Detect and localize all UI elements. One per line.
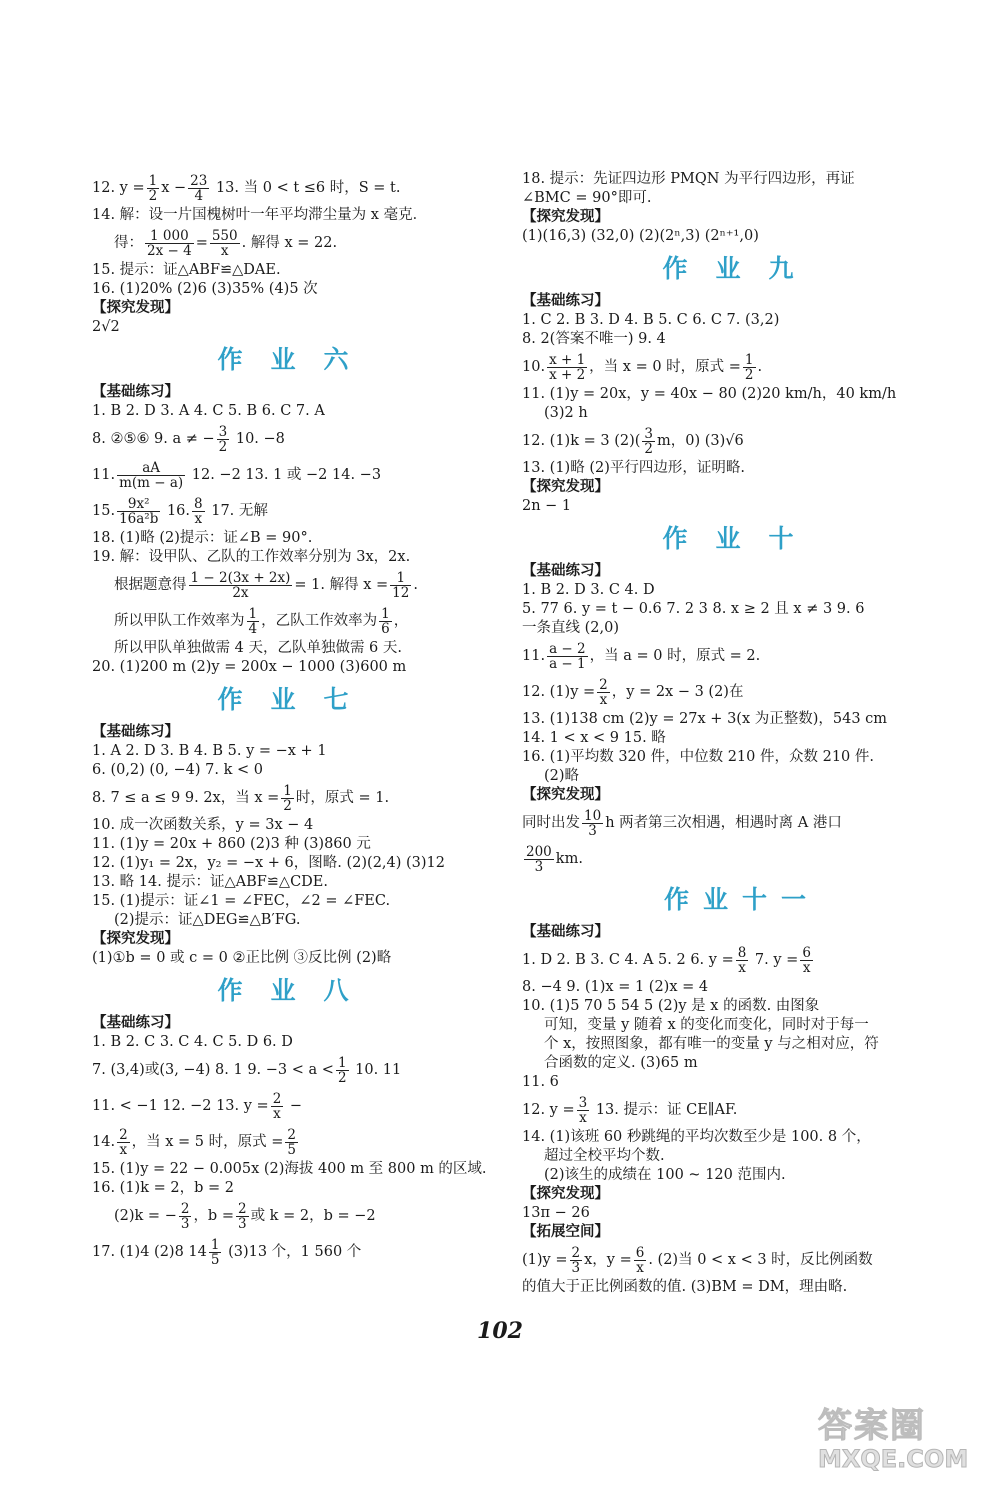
answer-line: 12. (1)y = $\frac{2}{x}$ ，y = 2x − 3 (2)在 — [522, 676, 744, 708]
fraction: $\frac{\text{9x²}}{\text{16a²b}}$ — [119, 495, 159, 527]
answer-line: 18. 提示：先证四边形 PMQN 为平行四边形，再证 — [522, 171, 855, 187]
fraction: $\frac{23}{4}$ — [190, 172, 208, 204]
fraction: $\frac{2}{3}$ — [237, 1200, 247, 1232]
fraction: $\frac{2}{3}$ — [180, 1200, 190, 1232]
answer-line: 16. (1)平均数 320 件，中位数 210 件，众数 210 件. — [522, 749, 874, 765]
fraction: $\frac{1}{6}$ — [381, 605, 390, 637]
section-heading: 【基础练习】 — [92, 384, 179, 400]
answer-line: 1. D 2. B 3. C 4. A 5. 2 6. y = $\frac{8}{x}$ 7. y = $\frac{6}{x}$ — [522, 944, 811, 976]
section-heading: 【探究发现】 — [522, 479, 609, 495]
fraction: $\frac{aA}{m(m - a)}$ — [119, 459, 184, 491]
section-heading: 【基础练习】 — [522, 924, 609, 940]
fraction: $\frac{1 - 2(3x + 2x)}{2x}$ — [190, 569, 291, 601]
answer-line: $\frac{200}{3}$ km. — [526, 843, 583, 875]
section-heading: 【拓展空间】 — [522, 1224, 609, 1240]
fraction: $\frac{1}{4}$ — [248, 605, 258, 637]
fraction: $\frac{2}{x}$ — [272, 1090, 282, 1122]
homework-title: 作业十 — [662, 524, 822, 553]
section-heading: 【基础练习】 — [522, 293, 609, 309]
answer-line: 14. 1 < x < 9 15. 略 — [522, 730, 666, 746]
fraction: $\frac{x + 1}{x + 2}$ — [549, 351, 586, 383]
answer-line: (1)①b = 0 或 c = 0 ②正比例 ③反比例 (2)略 — [92, 950, 392, 966]
answer-line: 11. $\frac{a - 2}{a - 1}$ ，当 a = 0 时，原式 = 2. — [522, 640, 761, 672]
answer-line: 16. (1)k = 2，b = 2 — [92, 1180, 234, 1196]
fraction: $\frac{2}{x}$ — [599, 676, 608, 708]
answer-line: 12. (1)y₁ = 2x，y₂ = −x + 6，图略. (2)(2,4) (3)12 — [92, 855, 446, 871]
answer-line: 2√2 — [92, 319, 120, 335]
answer-line: 10. (1)5 70 5 54 5 (2)y 是 x 的函数. 由图象 — [522, 998, 820, 1014]
watermark-url: MXQE.COM — [818, 1445, 969, 1473]
answer-line: (2)略 — [544, 768, 580, 784]
answer-line: (3)2 h — [544, 405, 588, 421]
answer-line: 根据题意得 $\frac{1 - 2(3x + 2x)}{2x}$ = 1. 解得 x = $\frac{1}{12}$ . — [114, 569, 418, 601]
answer-line: 8. −4 9. (1)x = 1 (2)x = 4 — [522, 979, 709, 995]
fraction: $\frac{8}{x}$ — [737, 944, 747, 976]
answer-line: 14. 解：设一片国槐树叶一年平均滞尘量为 x 毫克． — [92, 207, 428, 223]
homework-title: 作业十一 — [663, 885, 820, 914]
fraction: $\frac{3}{2}$ — [218, 423, 228, 455]
answer-line: 一条直线 (2,0) — [522, 620, 619, 636]
answer-line: 8. ②⑤⑥ 9. a ≠ − $\frac{3}{2}$ 10. −8 — [92, 423, 285, 455]
fraction: $\frac{550}{x}$ — [211, 227, 238, 259]
fraction: $\frac{1 000}{2x - 4}$ — [147, 227, 192, 259]
answer-line: 1. A 2. D 3. B 4. B 5. y = −x + 1 — [92, 743, 327, 759]
fraction: $\frac{6}{x}$ — [802, 944, 811, 976]
answer-line: 合函数的定义. (3)65 m — [544, 1055, 698, 1071]
fraction: $\frac{2}{5}$ — [287, 1126, 296, 1158]
answer-line: (1)y = $\frac{2}{3}$ x，y = $\frac{6}{x}$ . (2)当 0 < x < 3 时，反比例函数 — [522, 1244, 873, 1276]
answer-line: 6. (0,2) (0, −4) 7. k < 0 — [92, 762, 263, 778]
homework-title: 作业六 — [217, 345, 377, 374]
answer-line: 19. 解：设甲队、乙队的工作效率分别为 3x，2x. — [92, 549, 411, 565]
section-heading: 【探究发现】 — [522, 1186, 609, 1202]
answer-line: 15. $\frac{\text{9x²}}{\text{16a²b}}$ 16. $\frac{8}{x}$ 17. 无解 — [92, 495, 268, 527]
answer-line: 13. (1)138 cm (2)y = 27x + 3(x 为正整数)，543 cm — [522, 711, 888, 727]
answer-line: 12. (1)k = 3 (2)( $\frac{3}{2}$ m，0) (3)√6 — [522, 425, 744, 457]
answer-line: 11. $\frac{aA}{m(m - a)}$ 12. −2 13. 1 或 −2 14. −3 — [92, 459, 382, 491]
answer-line: 10. 成一次函数关系，y = 3x − 4 — [92, 817, 314, 833]
answer-line: 11. (1)y = 20x + 860 (2)3 种 (3)860 元 — [92, 836, 371, 852]
answer-line: 同时出发 $\frac{10}{3}$ h 两者第三次相遇，相遇时离 A 港口 — [522, 807, 842, 839]
fraction: $\frac{a - 2}{a - 1}$ — [549, 640, 586, 672]
fraction: $\frac{1}{2}$ — [744, 351, 754, 383]
page-number: 102 — [477, 1318, 523, 1344]
answer-line: 可知，变量 y 随着 x 的变化而变化，同时对于每一 — [544, 1017, 869, 1033]
answer-line: (2)该生的成绩在 100 ~ 120 范围内. — [544, 1167, 786, 1183]
fraction: $\frac{1}{12}$ — [392, 569, 410, 601]
section-heading: 【探究发现】 — [92, 931, 179, 947]
fraction: $\frac{1}{5}$ — [210, 1236, 220, 1268]
fraction: $\frac{3}{2}$ — [644, 425, 653, 457]
section-heading: 【基础练习】 — [92, 724, 179, 740]
section-heading: 【基础练习】 — [92, 1015, 179, 1031]
watermark-logo: 答案圈 — [818, 1406, 926, 1446]
fraction: $\frac{200}{3}$ — [526, 843, 552, 875]
answer-line: 15. (1)y = 22 − 0.005x (2)海拔 400 m 至 800 m 的区域. — [92, 1161, 487, 1177]
answer-line: 15. 提示：证△ABF≌△DAE. — [92, 262, 281, 278]
answer-line: 超过全校平均个数. — [544, 1148, 665, 1164]
watermark — [818, 1398, 988, 1480]
fraction: $\frac{1}{2}$ — [337, 1054, 347, 1086]
answer-line: 11. (1)y = 20x，y = 40x − 80 (2)20 km/h，40 km/h — [522, 386, 897, 402]
answer-line: 个 x，按照图象，都有唯一的变量 y 与之相对应，符 — [544, 1036, 879, 1052]
answer-line: 2n − 1 — [522, 498, 572, 514]
answer-line: 17. (1)4 (2)8 14 $\frac{1}{5}$ (3)13 个，1 560 个 — [92, 1236, 362, 1268]
answer-line: 18. (1)略 (2)提示：证∠B = 90°. — [92, 530, 313, 546]
fraction: $\frac{2}{x}$ — [119, 1126, 128, 1158]
answer-line: 16. (1)20% (2)6 (3)35% (4)5 次 — [92, 281, 318, 297]
answer-line: 12. y = $\frac{3}{x}$ 13. 提示：证 CE∥AF. — [522, 1094, 738, 1126]
answer-line: 所以甲队工作效率为 $\frac{1}{4}$ ，乙队工作效率为 $\frac{1}{6}$ ， — [114, 605, 409, 637]
section-heading: 【探究发现】 — [92, 300, 179, 316]
fraction: $\frac{2}{3}$ — [571, 1244, 581, 1276]
fraction: $\frac{8}{x}$ — [194, 495, 203, 527]
answer-line: 7. (3,4)或(3, −4) 8. 1 9. −3 < a < $\frac{1}{2}$ 10. 11 — [92, 1054, 402, 1086]
answer-line: (2)k = − $\frac{2}{3}$ ，b = $\frac{2}{3}$ 或 k = 2，b = −2 — [114, 1200, 376, 1232]
answer-line: 13. (1)略 (2)平行四边形，证明略. — [522, 460, 745, 476]
answer-line: 13. 略 14. 提示：证△ABF≌△CDE. — [92, 874, 328, 890]
answer-line: 10. $\frac{x + 1}{x + 2}$ ，当 x = 0 时，原式 = $\frac{1}{2}$ . — [522, 351, 763, 383]
answer-line: 12. y = $\frac{1}{2}$ x − $\frac{23}{4}$ 13. 当 0 < t ≤6 时，S = t. — [92, 172, 401, 204]
answer-line: 14. (1)该班 60 秒跳绳的平均次数至少是 100. 8 个， — [522, 1129, 871, 1145]
fraction: $\frac{3}{x}$ — [578, 1094, 588, 1126]
answer-line: 14. $\frac{2}{x}$ ，当 x = 5 时，原式 = $\frac{2}{5}$ — [92, 1126, 296, 1158]
answer-line: 8. 7 ≤ a ≤ 9 9. 2x，当 x = $\frac{1}{2}$ 时，原式 = 1. — [92, 782, 390, 814]
answer-line: 5. 77 6. y = t − 0.6 7. 2 3 8. x ≥ 2 且 x ≠ 3 9. 6 — [522, 601, 865, 617]
fraction: $\frac{1}{2}$ — [283, 782, 292, 814]
answer-line: ∠BMC = 90°即可. — [522, 190, 652, 206]
answer-line: 1. C 2. B 3. D 4. B 5. C 6. C 7. (3,2) — [522, 312, 780, 328]
homework-title: 作业九 — [662, 254, 822, 283]
answer-line: 8. 2(答案不唯一) 9. 4 — [522, 331, 666, 347]
answer-line: 20. (1)200 m (2)y = 200x − 1000 (3)600 m — [92, 659, 407, 675]
answer-line: 的值大于正比例函数的值. (3)BM = DM，理由略. — [522, 1279, 848, 1295]
right-column — [522, 170, 962, 1297]
section-heading: 【探究发现】 — [522, 209, 609, 225]
homework-title: 作业八 — [217, 976, 377, 1005]
left-column — [92, 170, 502, 1270]
fraction: $\frac{6}{x}$ — [635, 1244, 645, 1276]
answer-line: 15. (1)提示：证∠1 = ∠FEC，∠2 = ∠FEC. — [92, 893, 391, 909]
section-heading: 【探究发现】 — [522, 787, 609, 803]
answer-line: 所以甲队单独做需 4 天，乙队单独做需 6 天. — [114, 640, 402, 656]
answer-line: 得： $\frac{1 000}{2x - 4}$ = $\frac{550}{x}$ . 解得 x = 22. — [114, 227, 338, 259]
section-heading: 【基础练习】 — [522, 563, 609, 579]
answer-line: 11. < −1 12. −2 13. y = $\frac{2}{x}$ − — [92, 1090, 303, 1122]
answer-line: 13π − 26 — [522, 1205, 590, 1221]
answer-line: 1. B 2. D 3. A 4. C 5. B 6. C 7. A — [92, 403, 325, 419]
answer-line: (1)(16,3) (32,0) (2)(2ⁿ,3) (2ⁿ⁺¹,0) — [522, 228, 759, 244]
answer-line: 1. B 2. C 3. C 4. C 5. D 6. D — [92, 1034, 293, 1050]
answer-line: 11. 6 — [522, 1074, 559, 1090]
fraction: $\frac{10}{3}$ — [584, 807, 602, 839]
fraction: $\frac{1}{2}$ — [148, 172, 158, 204]
answer-line: 1. B 2. D 3. C 4. D — [522, 582, 655, 598]
answer-line: (2)提示：证△DEG≌△B′FG. — [114, 912, 301, 928]
homework-title: 作业七 — [217, 685, 377, 714]
